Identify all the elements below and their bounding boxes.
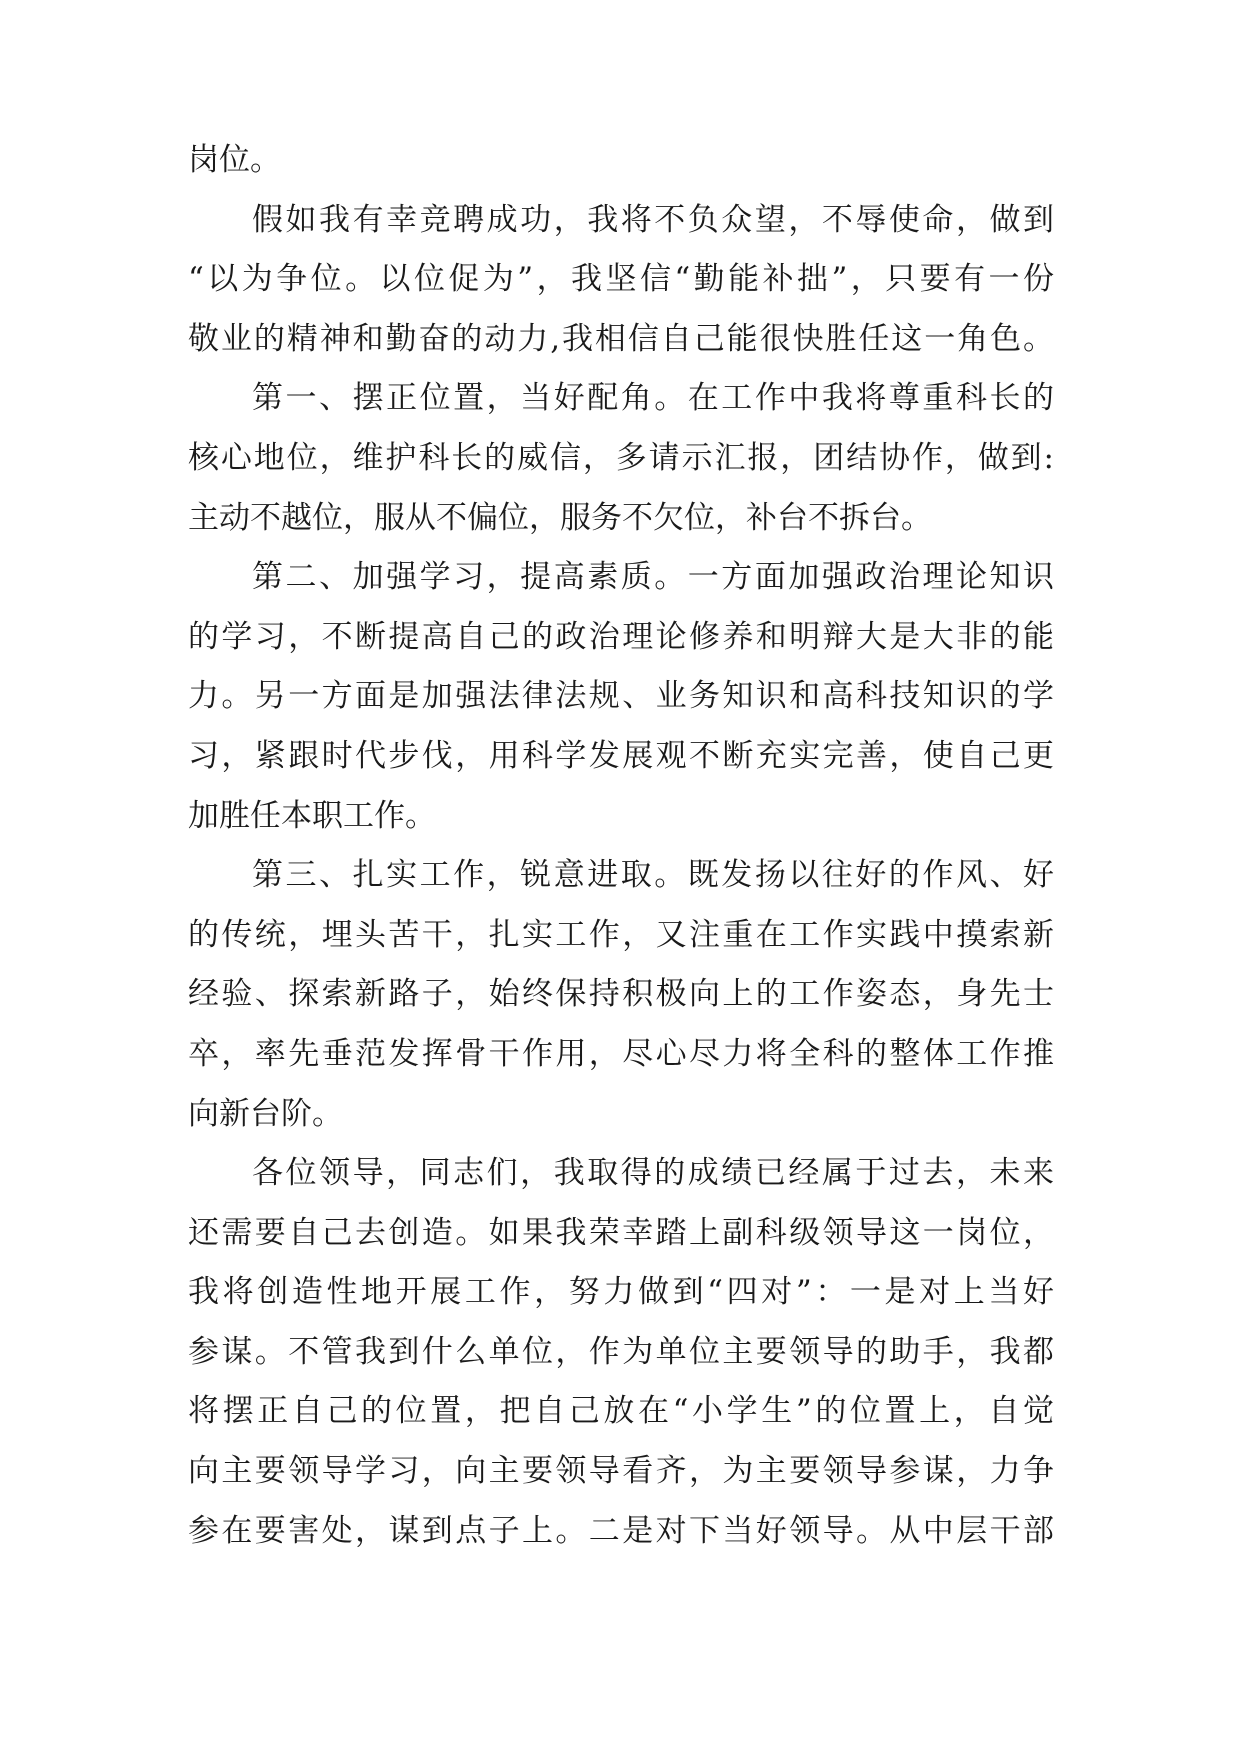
text-line: 加胜任本职工作。 <box>188 797 436 834</box>
paragraph-first-line: 第三、扎实工作，锐意进取。既发扬以往好的作风、好 <box>252 857 1054 894</box>
text-line: 的学习，不断提高自己的政治理论修养和明辩大是大非的能 <box>188 618 1054 655</box>
text-line: 核心地位，维护科长的威信，多请示汇报，团结协作，做到: <box>188 439 1054 476</box>
text-line: “以为争位。以位促为”，我坚信“勤能补拙”，只要有一份 <box>188 261 1054 298</box>
document-body <box>188 131 1054 1561</box>
text-line: 还需要自己去创造。如果我荣幸踏上副科级领导这一岗位， <box>188 1214 1054 1251</box>
text-line: 主动不越位，服从不偏位，服务不欠位，补台不拆台。 <box>188 499 932 536</box>
paragraph-first-line: 第一、摆正位置，当好配角。在工作中我将尊重科长的 <box>252 380 1054 417</box>
paragraph-first-line: 第二、加强学习，提高素质。一方面加强政治理论知识 <box>252 559 1054 596</box>
text-line: 敬业的精神和勤奋的动力,我相信自己能很快胜任这一角色。 <box>188 320 1054 357</box>
text-line: 习，紧跟时代步伐，用科学发展观不断充实完善，使自己更 <box>188 737 1054 774</box>
text-line: 的传统，埋头苦干，扎实工作，又注重在工作实践中摸索新 <box>188 916 1054 953</box>
paragraph-first-line: 各位领导，同志们，我取得的成绩已经属于过去，未来 <box>252 1155 1054 1192</box>
text-line: 参在要害处，谋到点子上。二是对下当好领导。从中层干部 <box>188 1512 1054 1549</box>
text-line: 将摆正自己的位置，把自己放在“小学生”的位置上，自觉 <box>188 1393 1054 1430</box>
text-line: 参谋。不管我到什么单位，作为单位主要领导的助手，我都 <box>188 1333 1054 1370</box>
text-line: 向新台阶。 <box>188 1095 343 1132</box>
text-line: 经验、探索新路子，始终保持积极向上的工作姿态，身先士 <box>188 976 1054 1013</box>
text-line: 向主要领导学习，向主要领导看齐，为主要领导参谋，力争 <box>188 1453 1054 1490</box>
text-line: 岗位。 <box>188 142 281 178</box>
text-line: 力。另一方面是加强法律法规、业务知识和高科技知识的学 <box>188 678 1054 715</box>
text-line: 卒，率先垂范发挥骨干作用，尽心尽力将全科的整体工作推 <box>188 1035 1054 1072</box>
paragraph-first-line: 假如我有幸竞聘成功，我将不负众望，不辱使命，做到 <box>252 201 1054 238</box>
text-line: 我将创造性地开展工作，努力做到“四对”：一是对上当好 <box>188 1274 1054 1311</box>
